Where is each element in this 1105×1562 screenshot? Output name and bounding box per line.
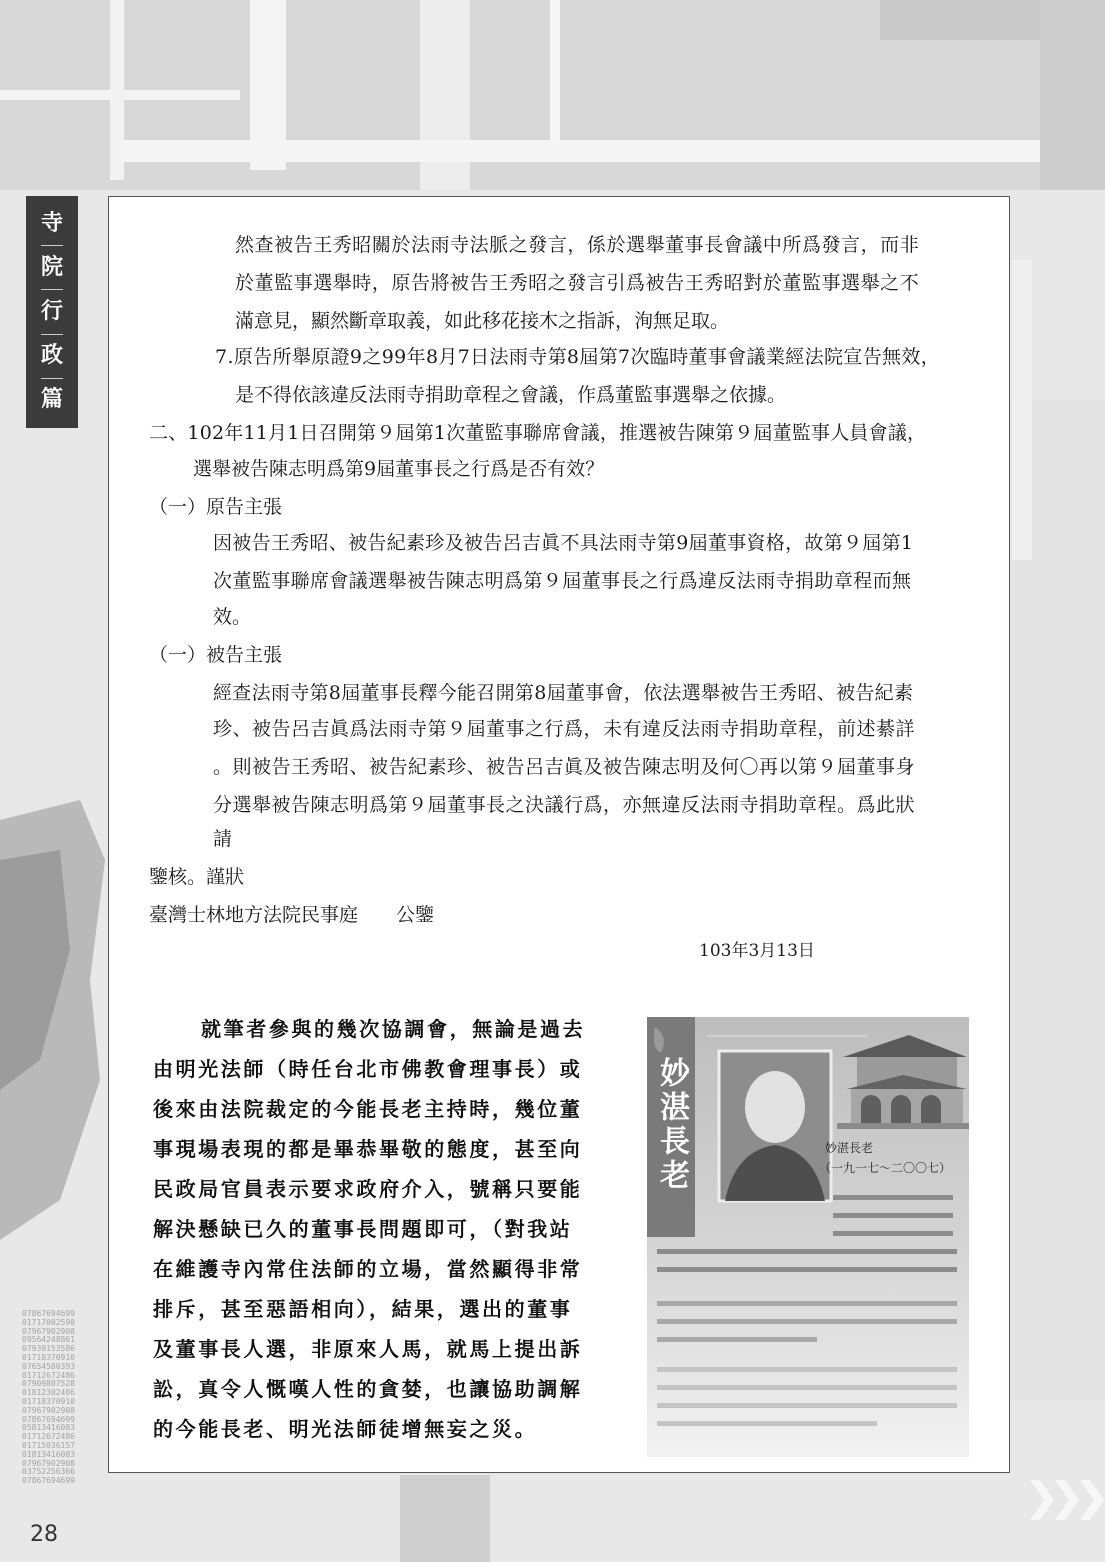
- body-line: 7.原告所舉原證9之99年8月7日法雨寺第8屆第7次臨時董事會議業經法院宣告無效，: [215, 346, 941, 368]
- document-date: 103年3月13日: [699, 941, 815, 961]
- section-tab-char: 院: [40, 254, 63, 280]
- essay-line: 後來由法院裁定的今能長老主持時，幾位董: [153, 1097, 583, 1121]
- section-tab-divider: [41, 334, 63, 335]
- memorial-name: 妙湛長老: [825, 1141, 874, 1155]
- section-tab-divider: [41, 378, 63, 379]
- court-addressee: 臺灣士林地方法院民事庭 公鑒: [149, 904, 435, 926]
- subsection-heading: （一）被告主張: [149, 644, 283, 666]
- body-line: 選舉被告陳志明爲第9屆董事長之行爲是否有效？: [193, 458, 605, 480]
- decorative-digit-column: 07867694699 01717002590 07967902908 09564248861 07939153586 01718370910 07654580393 01712672486 07909807528 01812302406 01718370910 07967902908 07867694699 05813416083 01712672486 01715036157 01813416083 07967902908 03752256366 07867694699: [22, 1309, 75, 1486]
- content-frame: [108, 196, 1010, 1473]
- body-line: 次董監事聯席會議選舉被告陳志明爲第９屆董事長之行爲違反法雨寺捐助章程而無: [213, 570, 912, 592]
- body-line: 滿意見，顯然斷章取義，如此移花接木之指訴，洵無足取。: [235, 310, 730, 332]
- essay-line: 事現場表現的都是畢恭畢敬的態度，甚至向: [153, 1137, 583, 1161]
- body-line: 是不得依該違反法雨寺捐助章程之會議，作爲董監事選舉之依據。: [235, 384, 787, 406]
- section-tab-char: 篇: [40, 387, 63, 413]
- body-line: 然查被告王秀昭關於法雨寺法脈之發言，係於選舉董事長會議中所爲發言，而非: [235, 234, 920, 256]
- memorial-years: （一九一七～二〇〇七）: [819, 1161, 952, 1175]
- body-line: 經查法雨寺第8屆董事長釋今能召開第8屆董事會，依法選舉被告王秀昭、被告紀素: [213, 682, 914, 704]
- section-tab-divider: [41, 289, 63, 290]
- section-tab-char: 政: [40, 343, 63, 369]
- body-line: 因被告王秀昭、被告紀素珍及被告呂吉眞不具法雨寺第9屆董事資格，故第９屆第1: [213, 532, 914, 554]
- body-line: 。則被告王秀昭、被告紀素珍、被告呂吉眞及被告陳志明及何〇再以第９屆董事身: [213, 756, 916, 778]
- essay-line: 及董事長人選，非原來人馬，就馬上提出訴: [153, 1337, 583, 1361]
- essay-line: 排斥，甚至惡語相向），結果，選出的董事: [153, 1297, 573, 1321]
- subsection-heading: （一）原告主張: [149, 496, 283, 518]
- essay-line: 的今能長老、明光法師徒增無妄之災。: [153, 1417, 538, 1441]
- section-tab: [26, 196, 78, 428]
- body-line: 效。: [213, 606, 252, 628]
- essay-line: 解決懸缺已久的董事長問題即可，（對我站: [153, 1217, 573, 1241]
- body-line: 於董監事選舉時，原告將被告王秀昭之發言引爲被告王秀昭對於董監事選舉之不: [235, 272, 920, 294]
- memorial-photo: [647, 1017, 969, 1457]
- essay-line: 民政局官員表示要求政府介入，號稱只要能: [153, 1177, 583, 1201]
- essay-line: 在維護寺內常住法師的立場，當然顯得非常: [153, 1257, 583, 1281]
- memorial-title-text: 妙湛長老: [654, 1057, 689, 1193]
- body-line: 請: [213, 828, 233, 850]
- memorial-title-vertical: [653, 1057, 689, 1202]
- body-line: 分選舉被告陳志明爲第９屆董事長之決議行爲，亦無違反法雨寺捐助章程。爲此狀: [213, 794, 916, 816]
- closing-line: 鑒核。謹狀: [149, 866, 245, 888]
- essay-line: 訟，真令人慨嘆人性的貪婪，也讓協助調解: [153, 1377, 583, 1401]
- essay-line: 就筆者參與的幾次協調會，無論是過去: [201, 1017, 586, 1041]
- essay-line: 由明光法師（時任台北市佛教會理事長）或: [153, 1057, 583, 1081]
- body-line: 珍、被告呂吉眞爲法雨寺第９屆董事之行爲，未有違反法雨寺捐助章程，前述綦詳: [213, 718, 916, 740]
- page-number: 28: [30, 1522, 58, 1547]
- section-tab-char: 寺: [40, 210, 63, 236]
- section-heading: 二、102年11月1日召開第９屆第1次董監事聯席會議，推選被告陳第９屆董監事人員會議，: [149, 422, 927, 444]
- section-tab-char: 行: [40, 298, 63, 324]
- section-tab-divider: [41, 245, 63, 246]
